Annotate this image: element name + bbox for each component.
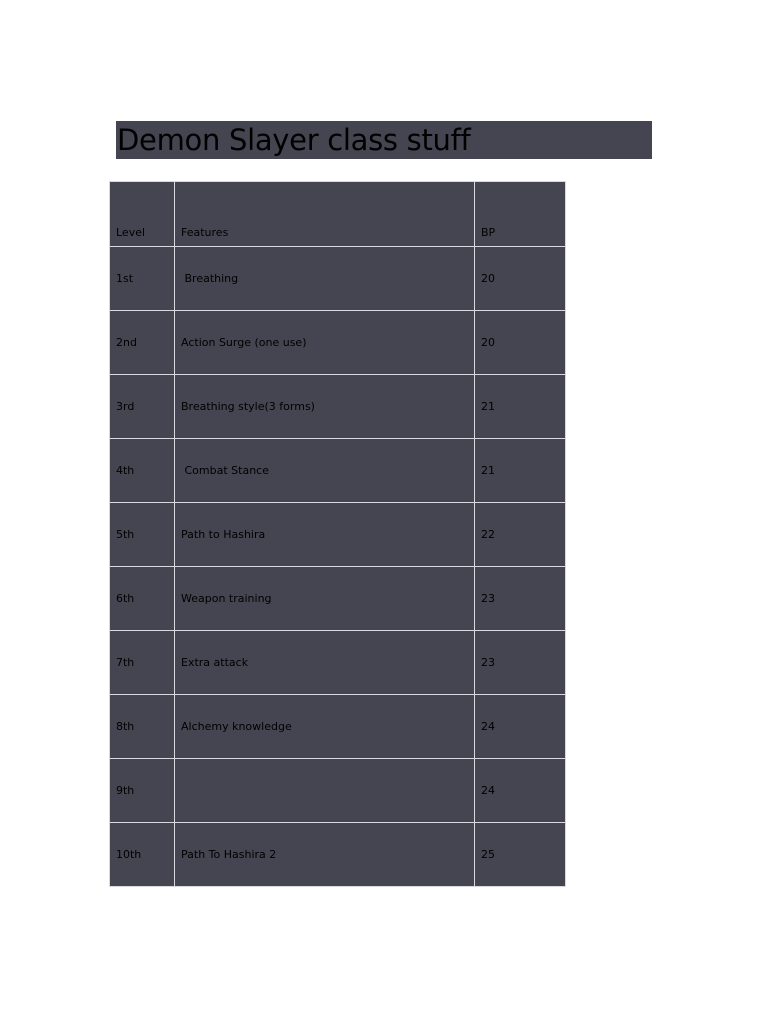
cell-level: 4th — [110, 439, 175, 503]
table-row — [110, 823, 566, 887]
cell-bp: 20 — [475, 247, 566, 311]
cell-features: Path to Hashira — [175, 503, 475, 567]
class-progression-table — [109, 181, 566, 887]
cell-bp: 21 — [475, 375, 566, 439]
table-row — [110, 695, 566, 759]
cell-level: 3rd — [110, 375, 175, 439]
cell-bp: 23 — [475, 567, 566, 631]
header-features: Features — [175, 182, 475, 247]
cell-bp: 24 — [475, 759, 566, 823]
cell-features: Weapon training — [175, 567, 475, 631]
cell-features: Combat Stance — [175, 439, 475, 503]
cell-features: Action Surge (one use) — [175, 311, 475, 375]
cell-features: Breathing style(3 forms) — [175, 375, 475, 439]
table-row — [110, 759, 566, 823]
table-row — [110, 311, 566, 375]
cell-level: 6th — [110, 567, 175, 631]
header-bp: BP — [475, 182, 566, 247]
table-row — [110, 375, 566, 439]
document-title: Demon Slayer class stuff — [117, 123, 471, 157]
table-row — [110, 631, 566, 695]
cell-features: Path To Hashira 2 — [175, 823, 475, 887]
cell-features: Extra attack — [175, 631, 475, 695]
header-level: Level — [110, 182, 175, 247]
cell-features: Alchemy knowledge — [175, 695, 475, 759]
cell-bp: 20 — [475, 311, 566, 375]
cell-features — [175, 759, 475, 823]
cell-bp: 22 — [475, 503, 566, 567]
cell-level: 7th — [110, 631, 175, 695]
cell-level: 1st — [110, 247, 175, 311]
table-row — [110, 247, 566, 311]
title-banner — [116, 121, 652, 159]
cell-features: Breathing — [175, 247, 475, 311]
table-row — [110, 439, 566, 503]
cell-bp: 25 — [475, 823, 566, 887]
cell-bp: 21 — [475, 439, 566, 503]
cell-level: 8th — [110, 695, 175, 759]
cell-level: 2nd — [110, 311, 175, 375]
table-body — [110, 247, 566, 887]
table-row — [110, 567, 566, 631]
table-header-row — [110, 182, 566, 247]
cell-level: 9th — [110, 759, 175, 823]
cell-level: 5th — [110, 503, 175, 567]
cell-bp: 24 — [475, 695, 566, 759]
cell-bp: 23 — [475, 631, 566, 695]
cell-level: 10th — [110, 823, 175, 887]
table-row — [110, 503, 566, 567]
